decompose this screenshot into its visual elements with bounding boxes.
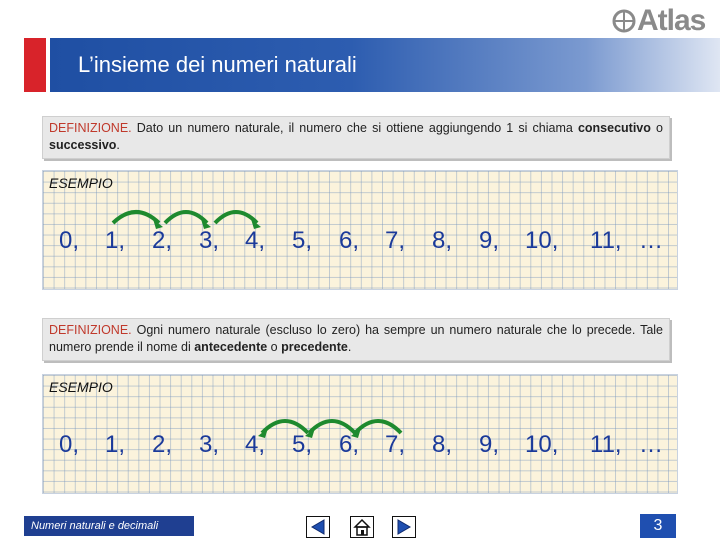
page-title: L’insieme dei numeri naturali bbox=[78, 52, 357, 77]
example-label: ESEMPIO bbox=[49, 175, 113, 191]
definition-term: precedente bbox=[281, 340, 348, 354]
number-item: 7, bbox=[385, 431, 406, 458]
globe-icon bbox=[612, 9, 636, 33]
definition-connector: o bbox=[270, 340, 278, 354]
number-item: 5, bbox=[292, 227, 313, 254]
arc-2-to-3 bbox=[165, 212, 207, 223]
number-item: 6, bbox=[339, 227, 360, 254]
number-item: 3, bbox=[199, 227, 220, 254]
section-label: Numeri naturali e decimali bbox=[24, 516, 194, 536]
definition-end: . bbox=[116, 138, 120, 152]
page-number: 3 bbox=[640, 514, 676, 538]
title-accent-bar bbox=[24, 38, 46, 92]
logo-text: Atlas bbox=[637, 4, 706, 37]
number-item: 1, bbox=[105, 431, 126, 458]
number-item: … bbox=[639, 227, 663, 254]
arc-3-to-4 bbox=[215, 212, 257, 223]
number-item: 9, bbox=[479, 431, 500, 458]
number-item: 1, bbox=[105, 227, 126, 254]
definition-keyword: DEFINIZIONE. bbox=[49, 323, 132, 337]
number-item: … bbox=[639, 431, 663, 458]
example-panel-1 bbox=[42, 170, 678, 290]
number-item: 8, bbox=[432, 227, 453, 254]
number-sequence bbox=[43, 227, 677, 257]
number-item: 11, bbox=[590, 431, 622, 458]
definition-text: Dato un numero naturale, il numero che si ottiene aggiungendo 1 si chiama bbox=[136, 121, 573, 135]
number-item: 0, bbox=[59, 227, 80, 254]
home-icon bbox=[351, 517, 373, 537]
previous-icon bbox=[307, 517, 329, 537]
definition-connector: o bbox=[656, 121, 663, 135]
number-item: 5, bbox=[292, 431, 313, 458]
home-button[interactable] bbox=[350, 516, 374, 538]
atlas-logo bbox=[612, 4, 706, 38]
next-icon bbox=[393, 517, 415, 537]
number-item: 8, bbox=[432, 431, 453, 458]
number-item: 6, bbox=[339, 431, 360, 458]
number-item: 10, bbox=[525, 227, 559, 254]
definition-box-2 bbox=[42, 318, 670, 361]
definition-text: Ogni numero naturale (escluso lo zero) ha sempre un numero naturale che lo precede. Tale numero prende il nome di bbox=[49, 323, 664, 354]
number-item: 10, bbox=[525, 431, 559, 458]
number-sequence bbox=[43, 431, 677, 461]
definition-end: . bbox=[347, 340, 352, 354]
definition-term: antecedente bbox=[194, 340, 268, 354]
number-item: 2, bbox=[152, 227, 173, 254]
next-button[interactable] bbox=[392, 516, 416, 538]
number-item: 3, bbox=[199, 431, 220, 458]
arc-1-to-2 bbox=[113, 212, 159, 223]
number-item: 11, bbox=[590, 227, 622, 254]
definition-term: successivo bbox=[49, 138, 117, 152]
number-item: 2, bbox=[152, 431, 173, 458]
number-item: 4, bbox=[245, 431, 266, 458]
number-item: 9, bbox=[479, 227, 500, 254]
example-label: ESEMPIO bbox=[49, 379, 113, 395]
title-bar bbox=[50, 38, 720, 92]
definition-term: consecutivo bbox=[577, 121, 651, 135]
number-item: 4, bbox=[245, 227, 266, 254]
number-item: 7, bbox=[385, 227, 406, 254]
previous-button[interactable] bbox=[306, 516, 330, 538]
example-panel-2 bbox=[42, 374, 678, 494]
definition-box-1 bbox=[42, 116, 670, 159]
number-item: 0, bbox=[59, 431, 80, 458]
definition-keyword: DEFINIZIONE. bbox=[49, 121, 132, 135]
